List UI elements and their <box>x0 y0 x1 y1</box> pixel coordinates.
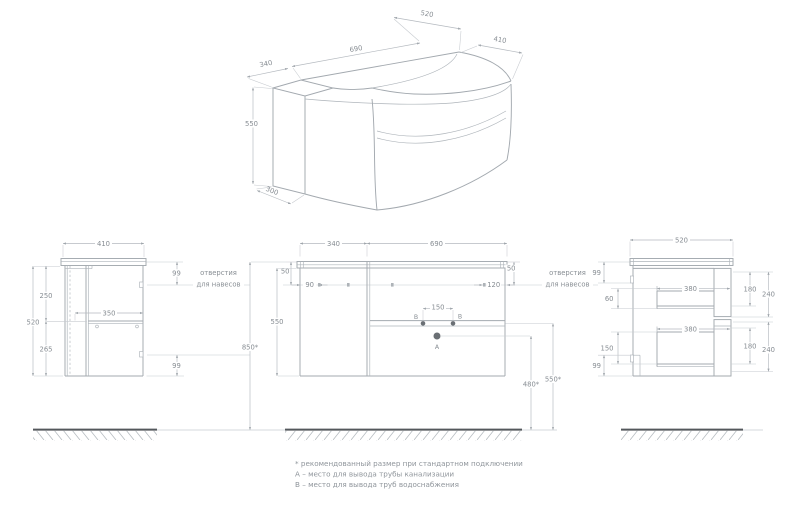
dim-height: 550 <box>245 120 258 128</box>
perspective-view <box>244 9 523 210</box>
dim-front-right-width: 690 <box>430 240 443 248</box>
dim-b-spacing: 150 <box>431 303 445 312</box>
dim-left-view-width: 410 <box>97 240 110 248</box>
point-a <box>434 333 441 340</box>
dim-b-height: 550* <box>544 375 562 384</box>
dim-mount-height: 850* <box>241 343 259 352</box>
perspective-right-edge <box>507 84 511 160</box>
ground-hatch-left <box>33 431 157 441</box>
dim-right-view-width: 520 <box>675 236 688 245</box>
left-view-countertop <box>61 259 146 266</box>
dim-right-depth: 410 <box>492 34 508 46</box>
dim-hole-bottom-offset: 99 <box>592 362 601 371</box>
dim-left-inset: 90 <box>305 281 315 290</box>
perspective-bottom-edge <box>305 160 507 210</box>
dim-front-height: 550 <box>270 318 284 326</box>
shelf-pin-icon <box>96 325 99 328</box>
dim-drawer-bottom-height: 180 <box>743 342 757 351</box>
shelf-pin-icon <box>136 325 139 328</box>
note-point-b: В – место для вывода труб водоснабжения <box>295 480 459 489</box>
perspective-leftbox-top-face <box>273 80 333 96</box>
ground-hatch-middle <box>285 431 522 441</box>
perspective-front-rim <box>333 81 511 94</box>
point-a-label: А <box>434 343 440 351</box>
perspective-basin-line <box>372 54 457 88</box>
dim-bottom-depth: 300 <box>264 184 280 198</box>
perspective-leftbox-front-face <box>273 88 305 194</box>
dim-top-width: 520 <box>419 8 435 20</box>
dim-a-height: 480* <box>522 380 540 389</box>
dim-inset-top: 60 <box>604 295 614 304</box>
perspective-back-rim <box>301 52 459 80</box>
dim-hole-bottom-offset: 99 <box>172 362 181 370</box>
hanger-hole-top <box>140 282 143 288</box>
perspective-drawer-seam-2 <box>377 118 506 143</box>
holes-label-line2: для навесов <box>545 280 590 289</box>
hanger-hole-mark <box>483 283 486 287</box>
dim-drawer-bottom-front: 240 <box>762 346 775 355</box>
dim-drawer-top-depth: 380 <box>684 284 697 293</box>
point-b-label: В <box>413 314 419 322</box>
holes-label-line1: отверстия <box>200 269 237 277</box>
point-b-label: В <box>457 313 463 321</box>
dim-front-width: 690 <box>348 43 364 55</box>
note-point-a: А – место для вывода трубы канализации <box>295 469 455 479</box>
hanger-hole-mark <box>347 283 350 287</box>
point-b-right <box>451 321 456 326</box>
dim-drawer-top-height: 180 <box>743 285 757 294</box>
front-view <box>241 240 599 430</box>
perspective-s-seam <box>372 99 377 210</box>
point-b-left <box>421 321 426 326</box>
right-view-top-drawer-front <box>714 268 731 316</box>
dim-lower-section: 265 <box>39 345 53 354</box>
left-side-view <box>26 240 251 376</box>
dim-left-depth: 340 <box>258 58 274 70</box>
dim-hole-top-offset: 99 <box>172 269 181 278</box>
dim-right-inset: 120 <box>487 281 501 290</box>
dim-left-view-height: 520 <box>26 318 40 327</box>
dim-right-drop: 50 <box>506 264 516 273</box>
dim-drawer-top-front: 240 <box>762 290 775 299</box>
ground-hatch-right <box>621 431 743 441</box>
hanger-hole-mark <box>391 283 394 287</box>
perspective-drawer-seam-1 <box>377 111 506 136</box>
footnotes <box>295 459 523 489</box>
dim-inset-bottom: 150 <box>600 344 614 353</box>
holes-label-line2: для навесов <box>196 280 241 289</box>
hanger-hole-bottom <box>140 352 143 358</box>
dim-upper-section: 250 <box>39 292 53 300</box>
perspective-counter-edge <box>305 84 511 104</box>
dim-drawer-bottom-depth: 380 <box>684 325 697 334</box>
dim-hole-top-offset: 99 <box>592 269 601 278</box>
hanger-hole-bottom <box>630 355 633 362</box>
dim-shelf-depth: 350 <box>102 309 116 318</box>
hanger-hole-top <box>630 276 633 283</box>
floor-line <box>33 430 763 441</box>
note-asterisk: * рекомендованный размер при стандартном подключении <box>295 459 523 468</box>
perspective-right-top-edge <box>459 52 511 81</box>
holes-label-line1: отверстия <box>549 269 586 277</box>
right-view-bottom-drawer-front <box>714 320 731 376</box>
dim-front-left-width: 340 <box>327 240 340 248</box>
right-view-countertop <box>630 259 733 266</box>
dim-left-drop: 50 <box>280 267 290 276</box>
right-side-view <box>590 236 777 376</box>
